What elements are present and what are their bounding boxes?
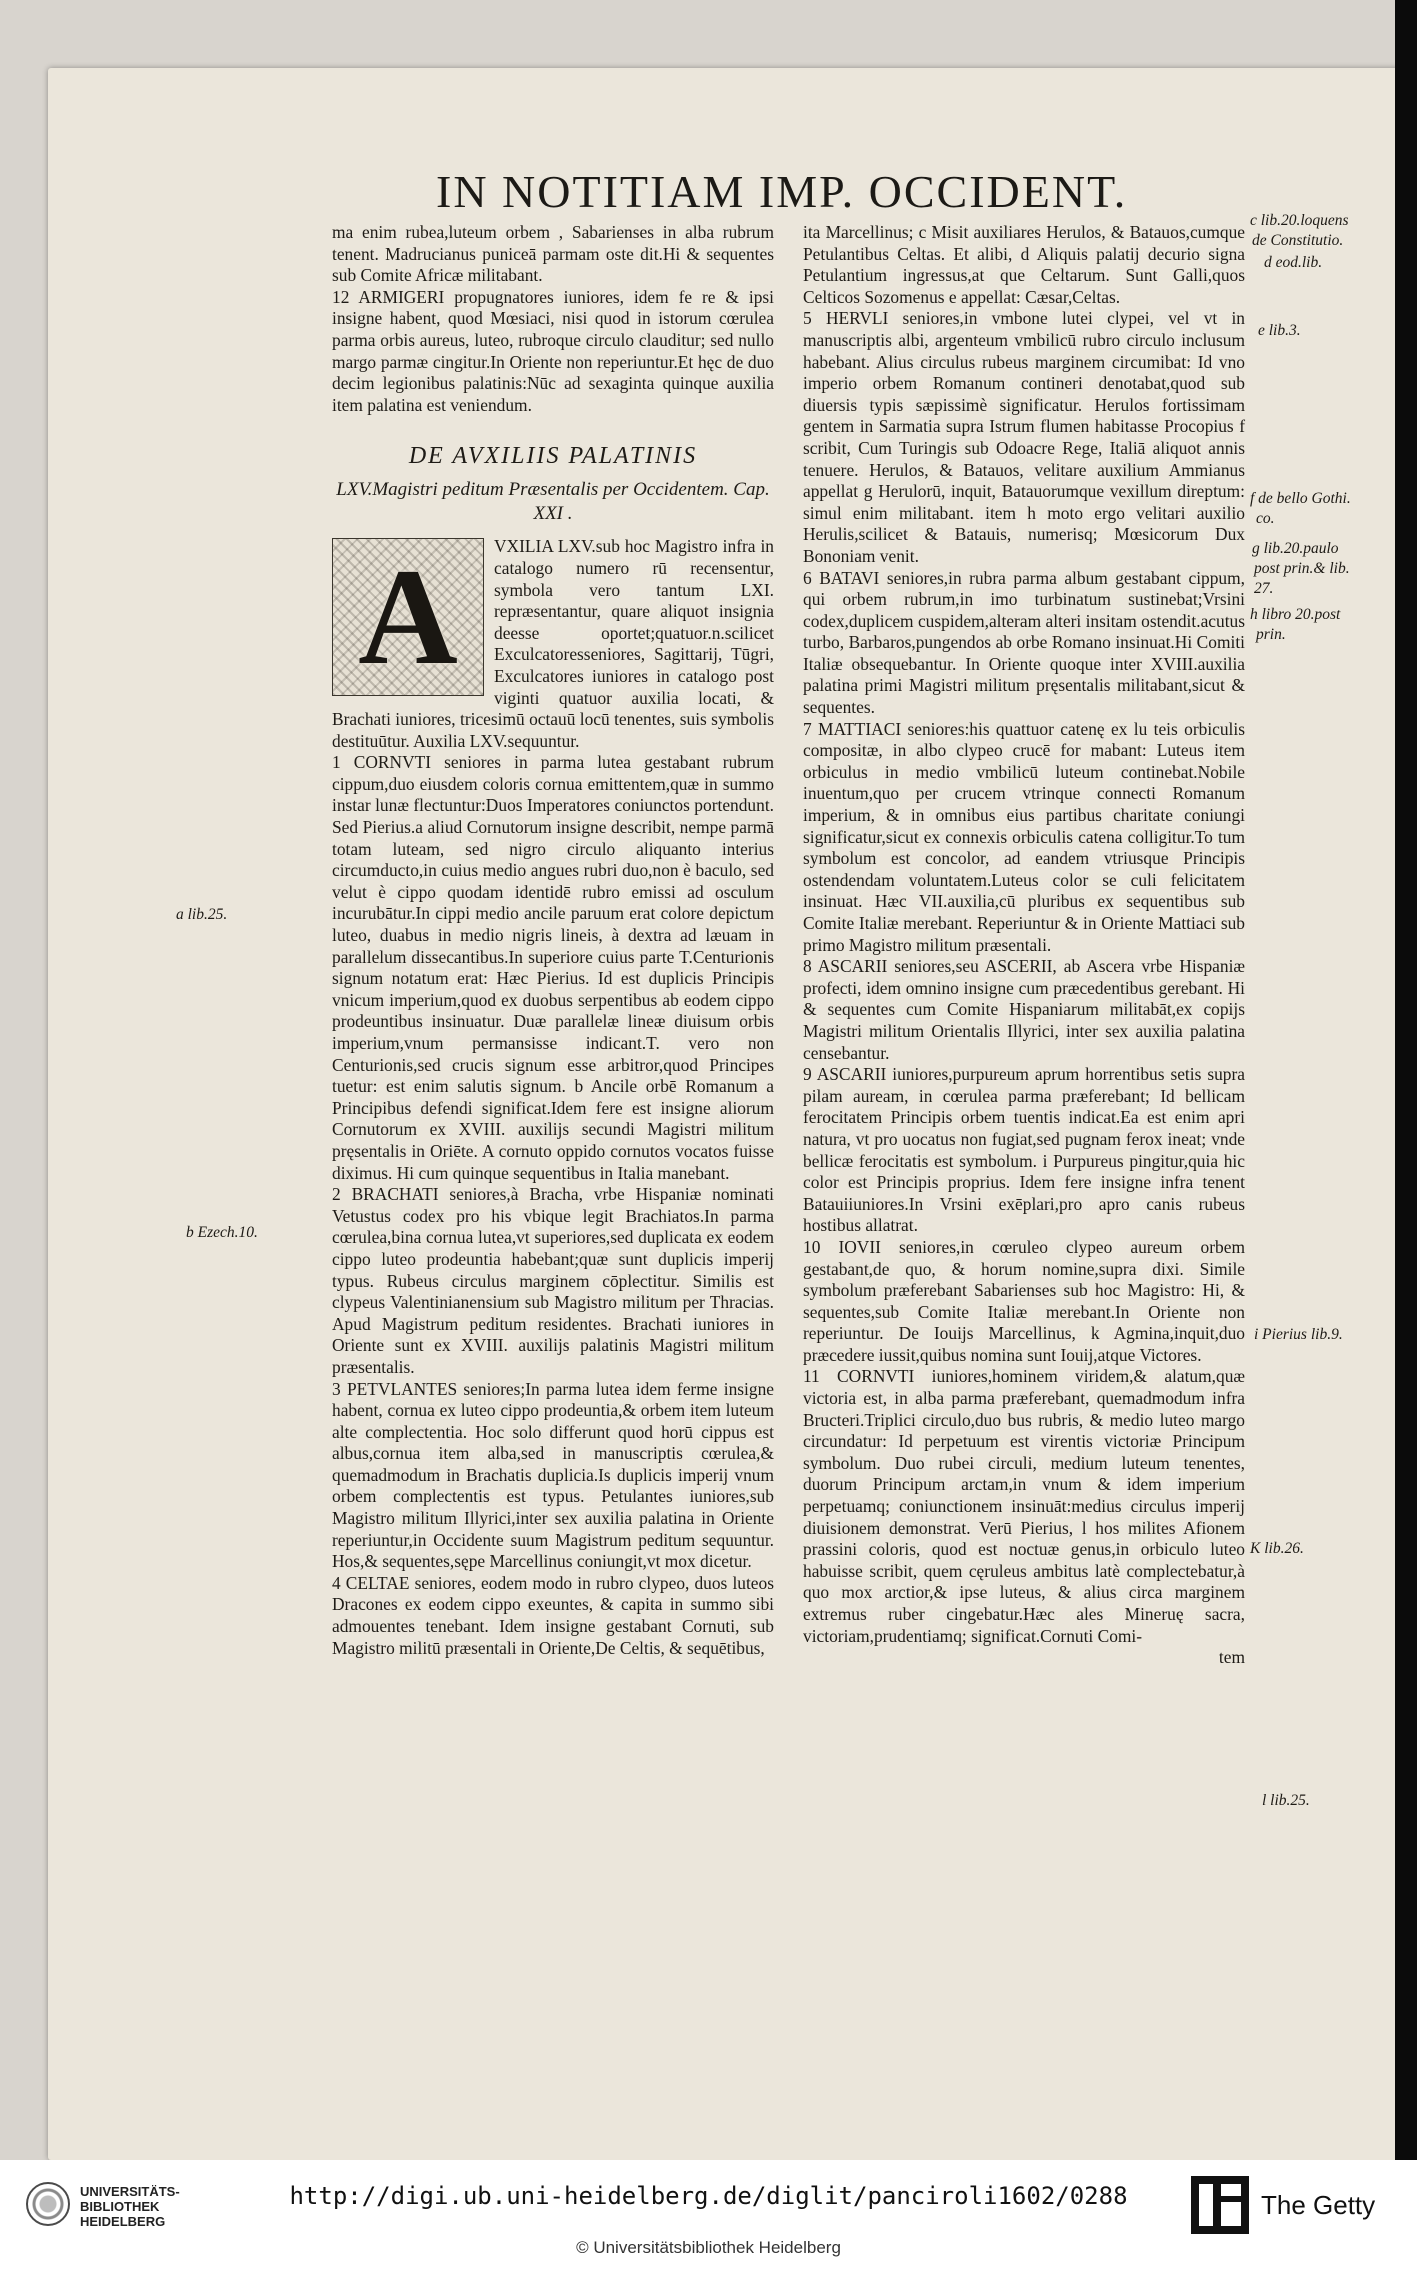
- initial-letter: A: [358, 540, 458, 694]
- decorated-initial: [332, 538, 484, 696]
- margin-note: d eod.lib.: [1264, 254, 1323, 271]
- margin-note: e lib.3.: [1258, 322, 1301, 339]
- margin-note: co.: [1256, 510, 1275, 527]
- body-paragraph: 4 CELTAE seniores, eodem modo in rubro clypeo, duos luteos Dracones ex eodem cippo exeuntes, & capita in summo sibi admouentes tenebant. Idem insigne gestabant Cornuti, sub Magistro militū præsentali in Oriente,De Celtis, & sequētibus,: [332, 1572, 774, 1658]
- body-paragraph: 3 PETVLANTES seniores;In parma lutea idem ferme insigne habent, cornua ex luteo cippo prodeuntia,& orbem item luteum alte complectentia. Hoc solo differunt quod horū cippus est albus,cornua item alba,sed in manuscriptis cœrulea,& quemadmodum in Brachatis duplicia.Is duplicis imperij vnum orbem complectentis est typus. Petulantes iuniores,sub Magistro militum Illyrici,inter sex auxilia palatina in Oriente reperiuntur,in Occidente suum Magistrum peditum sequuntur. Hos,& sequentes,sępe Marcellinus coniungit,vt mox dicetur.: [332, 1378, 774, 1572]
- university-library-name: UNIVERSITÄTS- BIBLIOTHEK HEIDELBERG: [80, 2184, 180, 2229]
- margin-note: i Pierius lib.9.: [1254, 1326, 1343, 1343]
- getty-mark-icon: [1191, 2176, 1249, 2234]
- body-paragraph: 11 CORNVTI iuniores,hominem viridem,& alatum,quæ victoria est, in alba parma præferebant, quemadmodum infra Bructeri.Triplici circulo,duo bus rubris, & medio luteo margo circundatur: Id perpetuum est virentis victoriæ Principum symbolum. Duo rubei circuli, medium luteum tenentes, duorum Principum arctam,in vnum & idem imperium perpetuamq; coniunctionem insinuāt:medius circulus imperij diuisionem demonstrat. Verū Pierius, l hos milites Afionem prassini coloris, quod est noctuæ genus,in orbiculo luteo habuisse scribit, quem cęruleus ambitus latè complectebatur,à quo mox arctior,& ipse luteus, & alius circa marginem extremus ruber cingebatur.Hæc ales Mineruę sacra, victoriam,prudentiamq; significat.Cornuti Comi-: [803, 1366, 1245, 1646]
- footer-bar: [0, 2160, 1417, 2279]
- margin-note: a lib.25.: [176, 906, 228, 923]
- body-paragraph: 6 BATAVI seniores,in rubra parma album gestabant cippum, qui orbem rubrum,in imo turbinatum sustinebat;Vrsini codex,duplicem cuspidem,alteram alteri insitam ostendit.acutus turbo, Barbaros,pungendos ab orbe Romano insinuat.Hi Comiti Italiæ obsequebantur. In Oriente quoque inter XVIII.auxilia palatina primi Magistri militum pręsentalis militabant,sicut & sequentes.: [803, 567, 1245, 718]
- intro-paragraph: 12 ARMIGERI propugnatores iuniores, idem fe re & ipsi insigne habent, quod Mœsiaci, nisi quod in istorum cœrulea parma orbis aureus, luteo, rubroque circulo clauditur; sed nullo margo parmæ cingitur.In Oriente non reperiuntur.Et hęc de duo decim legionibus palatinis:Nūc ad sexaginta quinque auxilia item palatina est veniendum.: [332, 286, 774, 415]
- permalink-url[interactable]: http://digi.ub.uni-heidelberg.de/diglit/panciroli1602/0288: [289, 2182, 1128, 2210]
- margin-note: l lib.25.: [1262, 1792, 1310, 1809]
- body-paragraph: 10 IOVII seniores,in cœruleo clypeo aureum orbem gestabant,de quo, & horum nomine,supra dixi. Simile symbolum præferebant Sabarienses sub hoc Magistro: Hi, & sequentes,sub Comite Italiæ merebant.In Oriente non reperiuntur. De Iouijs Marcellinus, k Agmina,inquit,duo præcedere iussit,quibus nomina sunt Iouij,atque Victores.: [803, 1236, 1245, 1365]
- body-paragraph: 8 ASCARII seniores,seu ASCERII, ab Ascera vrbe Hispaniæ profecti, idem omnino insigne cum præcedentibus gerebant. Hi & sequentes cum Comite Hispaniarum militabāt,ex copijs Magistri militum Orientalis Illyrici, inter sex auxilia palatina censebantur.: [803, 956, 1245, 1063]
- copyright-notice: © Universitätsbibliothek Heidelberg: [576, 2238, 841, 2257]
- body-paragraph: 7 MATTIACI seniores:his quattuor catenę ex lu teis orbiculis compositæ, in albo clypeo crucē for mabant: Luteus item orbiculus in medio vmbilicū luteum continebat.Nobile inuentum,quo per crucem vtrinque connecti Romanum imperium, & in omnibus eius partibus charitate coniungi significatur,sicut ex connexis orbiculis catena colligitur.To tum symbolum est concolor, ad eandem vtriusque Principis ostendendam voluntatem.Luteus color se culi felicitatem insinuat. Hæc VII.auxilia,cū pluribus ex sequentibus sub Comite Italiæ merebant. Reperiuntur & in Oriente Mattiaci sub primo Magistro militum præsentali.: [803, 718, 1245, 955]
- margin-note: h libro 20.post: [1250, 606, 1341, 623]
- margin-note: 27.: [1254, 580, 1274, 597]
- margin-note: K lib.26.: [1250, 1540, 1304, 1557]
- right-column: [803, 222, 1245, 1669]
- section-subheading: LXV.Magistri peditum Præsentalis per Occidentem. Cap. XXI .: [336, 479, 770, 525]
- intro-paragraph: ma enim rubea,luteum orbem , Sabarienses in alba rubrum tenent. Madrucianus puniceā parmam oste dit.Hi & sequentes sub Comite Africæ militabant.: [332, 222, 774, 286]
- body-paragraph: 2 BRACHATI seniores,à Bracha, vrbe Hispaniæ nominati Vetustus codex pro his vbique legit Brachiatos.In parma cœrulea,bina cornua lutea,vt superiores,sed duplicata ex eodem cippo luteo prodeuntia habebant;quæ sunt duplicis imperij typus. Rubeus circulus marginem cōplectitur. Similis est clypeus Valentinianensium sub Magistro militum per Thracias. Apud Magistrum peditum residentes. Brachati iuniores in Oriente sunt ex XVIII. auxilijs palatinis Magistri militum præsentalis.: [332, 1184, 774, 1377]
- body-paragraph: 1 CORNVTI seniores in parma lutea gestabant rubrum cippum,duo eiusdem coloris cornua emittentem,quæ in summo instar lunæ flectuntur:Duos Imperatores coniunctos portendunt. Sed Pierius.a aliud Cornutorum insigne describit, nempe parmā totam luteam, sed nigro circulo aliquanto interius circumducto,in cuius medio angues rubri duo,non è baculo, sed velut è cippo quodam identidē rubro emissi ad osculum incurubātur.In cippi medio ancile paruum erat colore depictum luteo, duabus in medio nigris lineis, à dextra ad læuam in parallelum dissecantibus.In superiore cuius parte T.Centurionis signum notatum erat: Hæc Pierius. Id est duplicis Principis vnicum imperium,quod ex duobus serpentibus ab eodem cippo prodeuntibus insinuatur. Duæ parallelæ lineæ diuisum orbis imperium,vnum permansisse indicant.T. vero non Centurionis,sed crucis signum esse arbitror,quod Principes tuetur: est enim salutis signum. b Ancile orbē Romanum a Principibus defendi significat.Idem fere est insigne aliorum Cornutorum ex XVIII. auxilijs secundi Magistri militum pręsentalis in Oriēte. A cornuto oppido cornutos vocatos fuisse diximus. Hi cum quinque sequentibus in Italia manebant.: [332, 752, 774, 1183]
- getty-logo[interactable]: [1191, 2172, 1391, 2242]
- section-heading: DE AVXILIIS PALATINIS: [408, 443, 698, 470]
- margin-note: prin.: [1256, 626, 1286, 643]
- scan-edge: [1395, 0, 1417, 2160]
- running-header: IN NOTITIAM IMP. OCCIDENT.: [436, 166, 1128, 217]
- margin-note: f de bello Gothi.: [1250, 490, 1351, 507]
- margin-note: b Ezech.10.: [186, 1224, 258, 1241]
- body-paragraph: 5 HERVLI seniores,in vmbone lutei clypei, vel vt in manuscriptis albi, argenteum vmbilicū rubro circulo inclusum habebant. Alius circulus rubeus marginem circumibat: Id vno imperio orbem Romanum contineri denotabat,quod sub diuersis typis sæpissimè significatur. Herulos fortissimam gentem in Sarmatia supra Istrum flumen habitasse Procopius f scribit, Cum Turingis sub Odoacre Rege, Italiā aliquot annis tenuere. Herulos, & Batauos, velitare auxilium Ammianus appellat g Herulorū, inquit, Batauorumque vexillum direptum: simul enim militabant. item h moto ergo velitari auxilio Herulis,scilicet & Batauis, numerisq; Mœsicorum Dux Bononiam venit.: [803, 308, 1245, 566]
- margin-note: post prin.& lib.: [1254, 560, 1350, 577]
- margin-note: g lib.20.paulo: [1252, 540, 1339, 557]
- left-column: [332, 222, 774, 1659]
- body-paragraph: 9 ASCARII iuniores,purpureum aprum horrentibus setis supra pilam auream, in cœrulea parma præferebant; Id bellicam ferocitatem Principis orbem tuentis indicat.Ea est enim apri natura, vt pro uocatus non fugiat,sed pugnam ferox ineat; vnde bellicæ ferocitatis est symbolum. i Purpureus pingitur,quia hic color est Principis proprius. Idem fere insigne infra tenent Batauiiuniores.In Vrsini exēplari,pro apro canis rubeus hostibus allatrat.: [803, 1064, 1245, 1236]
- margin-note: de Constitutio.: [1252, 232, 1344, 249]
- catchword: tem: [1218, 1647, 1245, 1668]
- margin-note: c lib.20.loquens: [1250, 212, 1349, 229]
- body-paragraph: ita Marcellinus; c Misit auxiliares Herulos, & Batauos,cumque Petulantibus Celtas. Et alibi, d Aliquis palatij decurio signa Petulantium ingressus,at que Celtarum. Sunt Galli,quos Celticos Sozomenus e appellat: Cæsar,Celtas.: [803, 222, 1245, 307]
- getty-label: The Getty: [1261, 2190, 1376, 2220]
- body-paragraph: VXILIA LXV.sub hoc Magistro infra in catalogo numero rū recensentur, symbola vero tantum LXI. repræsentantur, quare aliquot insignia deesse oportet;quatuor.n.scilicet Exculcatoresseniores, Sagittarij, Tūgri, Exculcatores iuniores in catalogo post viginti quatuor auxilia locati, & Brachati iuniores, tricesimū octauū locū tenentes, suis symbolis destituūtur. Auxilia LXV.sequuntur.: [332, 536, 774, 751]
